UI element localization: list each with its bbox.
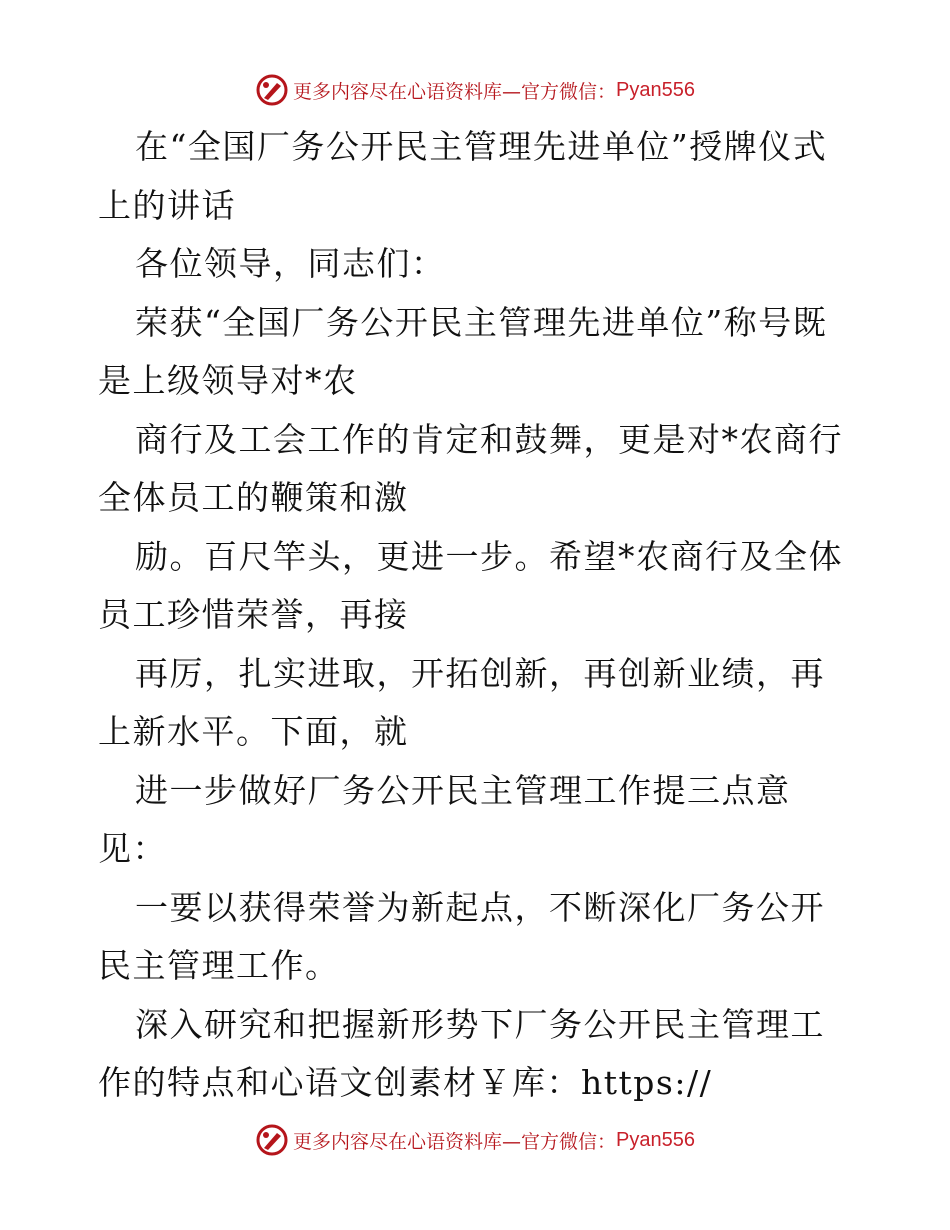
brand-logo-icon <box>255 1123 289 1157</box>
paragraph: 励。百尺竿头，更进一步。希望*农商行及全体员工珍惜荣誉，再接 <box>98 536 843 634</box>
banner-text: 更多内容尽在心语资料库—官方微信： <box>293 1130 617 1153</box>
brand-logo-icon <box>255 73 289 107</box>
footer-watermark-banner <box>0 1120 950 1160</box>
paragraph: 商行及工会工作的肯定和鼓舞，更是对*农商行全体员工的鞭策和激 <box>98 419 843 517</box>
paragraph: 一要以获得荣誉为新起点，不断深化厂务公开民主管理工作。 <box>98 887 825 985</box>
wechat-id: Pyan556 <box>616 78 695 101</box>
banner-text: 更多内容尽在心语资料库—官方微信： <box>293 80 617 103</box>
paragraph: 荣获“全国厂务公开民主管理先进单位”称号既是上级领导对*农 <box>98 302 828 400</box>
document-body <box>98 118 858 1113</box>
paragraph: 各位领导，同志们： <box>135 244 446 283</box>
paragraph: 深入研究和把握新形势下厂务公开民主管理工作的特点和心语文创素材￥库：https:// <box>98 1004 825 1102</box>
paragraph: 进一步做好厂务公开民主管理工作提三点意见： <box>98 770 791 868</box>
paragraph: 再厉，扎实进取，开拓创新，再创新业绩，再上新水平。下面，就 <box>98 653 825 751</box>
paragraph-title: 在“全国厂务公开民主管理先进单位”授牌仪式上的讲话 <box>98 127 828 225</box>
wechat-id: Pyan556 <box>616 1128 695 1151</box>
header-watermark-banner <box>0 70 950 110</box>
